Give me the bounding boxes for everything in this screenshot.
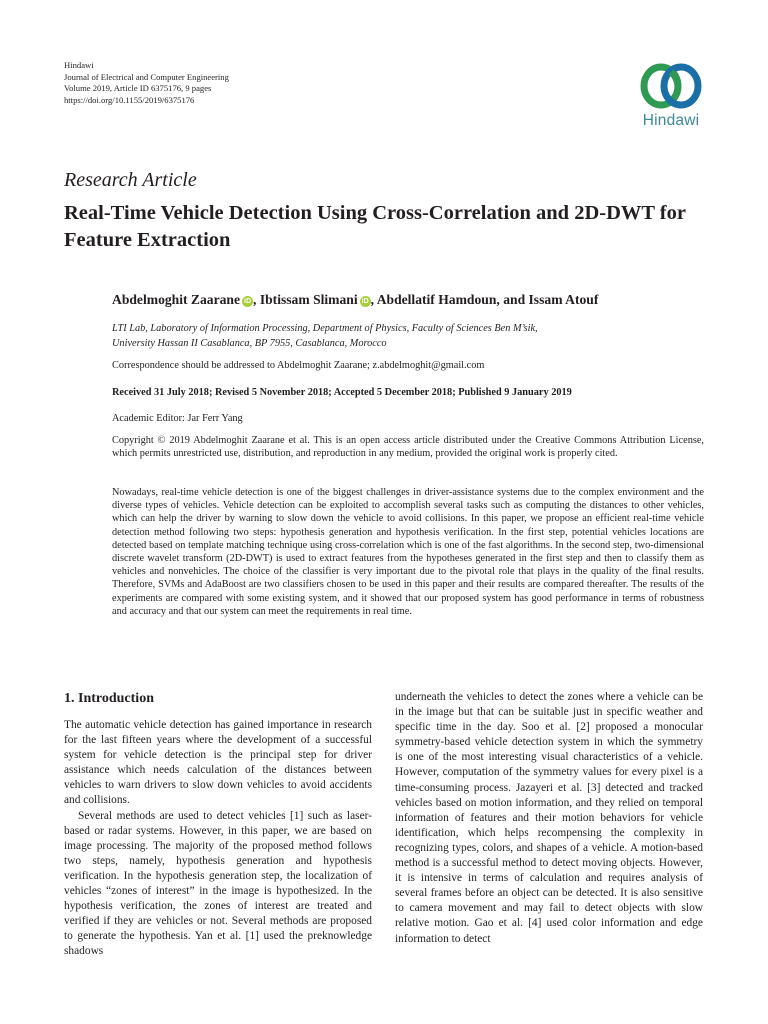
author-name[interactable]: Ibtissam Slimani [259,292,358,307]
paragraph: The automatic vehicle detection has gained importance in research for the last fifteen years where the development of a successful system for vehicle detection is the principal step for driver assistance which needs calculation of the distances between vehicles to warn drivers to slow down vehicles to avoid accidents and collisions. [64,719,372,807]
affiliation [112,322,538,351]
correspondence: Correspondence should be addressed to Abdelmoghit Zaarane; z.abdelmoghit@gmail.com [112,360,485,371]
journal-name: Journal of Electrical and Computer Engineering [64,71,229,82]
copyright-notice: Copyright © 2019 Abdelmoghit Zaarane et al. This is an open access article distributed under the Creative Commons Attribution License, which permits unrestricted use, distribution, and reproduction in any medium, provided the original work is properly cited. [112,435,704,460]
section-heading: 1. Introduction [64,691,154,706]
affiliation-line: University Hassan II Casablanca, BP 7955, Casablanca, Morocco [112,337,387,349]
orcid-icon[interactable]: iD [361,298,369,305]
abstract: Nowadays, real-time vehicle detection is one of the biggest challenges in driver-assistance systems due to the complex environment and the diverse types of vehicles. Vehicle detection can be exploited to accomplish several tasks such as computing the distances to other vehicles, which can help the driver by warning to slow down the vehicle to avoid collisions. In this paper, we propose an efficient real-time vehicle detection method following two steps: hypothesis generation and hypothesis verification. In the first step, potential vehicles locations are detected based on template matching technique using cross-correlation which is one of the fast algorithms. In the second step, two-dimensional discrete wavelet transform (2D-DWT) is used to extract features from the hypotheses generated in the first step and then to classify them as vehicles and nonvehicles. The choice of the classifier is very important due to the pivotal role that plays in the quality of the final results. Therefore, SVMs and AdaBoost are two classifiers chosen to be used in this paper and their results are compared thereafter. The results of the experiments are compared with some existing system, and it showed that our proposed system has good performance in terms of robustness and accuracy and that our system can meet the requirements in real time. [112,487,704,617]
author-name[interactable]: Abdellatif Hamdoun, and Issam Atouf [376,292,599,307]
publisher-name: Hindawi [64,60,94,70]
orcid-icon[interactable]: iD [244,298,252,305]
hindawi-logo-text: Hindawi [642,112,700,129]
journal-meta [64,60,229,106]
hindawi-logo-mark [630,60,712,112]
author-separator: , [253,292,260,307]
academic-editor: Academic Editor: Jar Ferr Yang [112,413,243,424]
paragraph: Several methods are used to detect vehicles [1] such as laser-based or radar systems. However, in this paper, we are based on image processing. The majority of the proposed method follows two steps, namely, hypothesis generation and hypothesis verification. In the hypothesis generation step, the localization of vehicles “zones of interest” in the image is hypothesized. In the hypothesis verification, the zones of interest are treated and verified if they are vehicles or not. Several methods are proposed to generate the hypothesis. Yan et al. [1] used the preknowledge shadows [64,809,372,958]
article-title: Real-Time Vehicle Detection Using Cross-Correlation and 2D-DWT for Feature Extraction [64,202,686,251]
affiliation-line: LTI Lab, Laboratory of Information Processing, Department of Physics, Faculty of Sciences Ben M’sik, [112,323,538,334]
paragraph: underneath the vehicles to detect the zones where a vehicle can be in the image but that can be suitable just in specific weather and specific time in the day. Soo et al. [2] proposed a monocular symmetry-based vehicle detection system in which the symmetry is one of the most interesting visual characteristics of a vehicle. However, computation of the symmetry values for every pixel is a time-consuming process. Jazayeri et al. [3] detected and tracked vehicles based on motion information, and they relied on temporal information of features and their motion behaviors for vehicle identification, which helps recompensing the complexity in recognizing types, colors, and shapes of a vehicle. A motion-based method is a successful method to detect moving objects. However, it is intensive in terms of calculation and requires analysis of several frames before an object can be detected. It is also sensitive to camera movement and may fail to detect objects with slow relative motion. Gao et al. [4] used color information and edge information to detect [395,691,703,945]
body-column-right [395,690,703,947]
article-type: Research Article [64,169,197,191]
author-name[interactable]: Abdelmoghit Zaarane [112,292,241,307]
author-separator: , [370,292,377,307]
author-list [112,292,598,308]
volume-info: Volume 2019, Article ID 6375176, 9 pages [64,83,212,93]
doi-link[interactable]: https://doi.org/10.1155/2019/6375176 [64,94,195,105]
publication-dates: Received 31 July 2018; Revised 5 November 2018; Accepted 5 December 2018; Published 9 January 2019 [112,387,572,398]
body-column-left [64,718,372,960]
hindawi-logo [630,60,712,136]
